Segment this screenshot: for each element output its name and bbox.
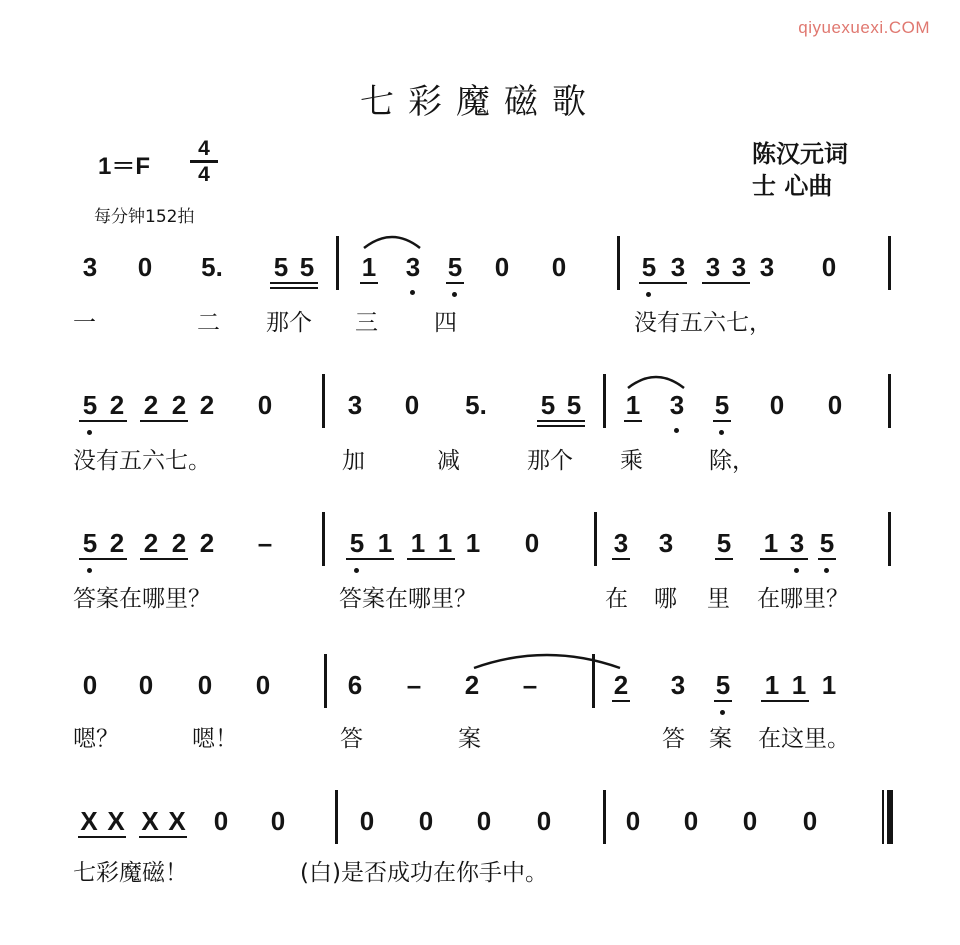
bar-line (888, 374, 891, 428)
underline (760, 558, 808, 560)
note: 5 (819, 528, 835, 558)
note: 5 (349, 528, 365, 558)
note: 2 (171, 390, 187, 420)
note: – (522, 670, 538, 700)
underline (818, 558, 836, 560)
underline (624, 420, 642, 422)
note: 5 (641, 252, 657, 282)
note: 0 (137, 252, 153, 282)
lyric: 案 (709, 726, 732, 752)
lyric: 答案在哪里？ (339, 586, 477, 612)
note: 1 (791, 670, 807, 700)
lyric: 没有五六七。 (73, 448, 211, 474)
underline (270, 287, 318, 289)
note: 5. (465, 390, 487, 420)
note: 0 (551, 252, 567, 282)
note: 0 (683, 806, 699, 836)
note: 2 (464, 670, 480, 700)
note: 0 (359, 806, 375, 836)
lyric: 里 (707, 586, 730, 612)
note: 1 (410, 528, 426, 558)
note: 2 (143, 390, 159, 420)
lyric: 没有五六七， (634, 310, 772, 336)
bar-line (592, 654, 595, 708)
note: 3 (347, 390, 363, 420)
final-bar-thick (887, 790, 893, 844)
note: 0 (197, 670, 213, 700)
note: 1 (821, 670, 837, 700)
lyric: 答 (662, 726, 685, 752)
note: 1 (764, 670, 780, 700)
lyric: 在 (605, 586, 628, 612)
note: 5 (447, 252, 463, 282)
note: 2 (109, 390, 125, 420)
note: 3 (731, 252, 747, 282)
note: X (80, 806, 98, 836)
note: 5 (273, 252, 289, 282)
note: 1 (763, 528, 779, 558)
bar-line (888, 512, 891, 566)
octave-dot (719, 430, 724, 435)
note: – (257, 528, 273, 558)
time-signature (190, 138, 218, 185)
note: 1 (625, 390, 641, 420)
note: 0 (821, 252, 837, 282)
underline (761, 700, 809, 702)
note: X (168, 806, 186, 836)
note: 2 (143, 528, 159, 558)
underline (79, 420, 127, 422)
note: 0 (138, 670, 154, 700)
note: 5 (715, 670, 731, 700)
note: 3 (705, 252, 721, 282)
lyric: 答 (340, 726, 363, 752)
song-title: 七彩魔磁歌 (360, 82, 600, 122)
note: 5. (201, 252, 223, 282)
octave-dot (720, 710, 725, 715)
octave-dot (452, 292, 457, 297)
octave-dot (354, 568, 359, 573)
note: 0 (257, 390, 273, 420)
note: 3 (669, 390, 685, 420)
underline (537, 425, 585, 427)
octave-dot (87, 430, 92, 435)
octave-dot (410, 290, 415, 295)
note: 5 (566, 390, 582, 420)
underline (78, 836, 126, 838)
bar-line (322, 374, 325, 428)
note: 5 (299, 252, 315, 282)
lyric: 除， (709, 448, 755, 474)
bar-line (888, 236, 891, 290)
underline (140, 558, 188, 560)
note: 2 (199, 390, 215, 420)
octave-dot (87, 568, 92, 573)
note: 0 (255, 670, 271, 700)
note: 1 (377, 528, 393, 558)
lyric: 七彩魔磁！ (73, 860, 188, 886)
note: 3 (82, 252, 98, 282)
note: 0 (769, 390, 785, 420)
tempo-marking: 每分钟152拍 (94, 207, 195, 227)
bar-line (603, 374, 606, 428)
note: 5 (716, 528, 732, 558)
note: 0 (536, 806, 552, 836)
note: 1 (437, 528, 453, 558)
note: 0 (418, 806, 434, 836)
octave-dot (674, 428, 679, 433)
note: 3 (670, 670, 686, 700)
note: 3 (789, 528, 805, 558)
underline (702, 282, 750, 284)
bar-line (336, 236, 339, 290)
underline (612, 558, 630, 560)
note: 3 (658, 528, 674, 558)
note: X (107, 806, 125, 836)
lyricist-credit: 陈汉元词 (752, 140, 848, 168)
bar-line (324, 654, 327, 708)
final-bar-thin (882, 790, 884, 844)
note: 0 (827, 390, 843, 420)
lyric: 哪 (654, 586, 677, 612)
note: 1 (361, 252, 377, 282)
lyric: 在哪里？ (757, 586, 849, 612)
lyric: 一 (73, 310, 96, 336)
lyric: 嗯？ (73, 726, 119, 752)
note: 0 (82, 670, 98, 700)
lyric: (白)是否成功在你手中。 (300, 860, 548, 886)
slur (362, 230, 422, 250)
composer-credit: 士 心曲 (752, 172, 833, 200)
note: 1 (465, 528, 481, 558)
lyric: 案 (458, 726, 481, 752)
note: – (406, 670, 422, 700)
tie (472, 648, 622, 670)
lyric: 在这里。 (758, 726, 850, 752)
octave-dot (824, 568, 829, 573)
underline (140, 420, 188, 422)
watermark: qiyuexuexi.COM (798, 18, 930, 37)
note: 0 (213, 806, 229, 836)
octave-dot (646, 292, 651, 297)
note: 3 (405, 252, 421, 282)
note: 3 (670, 252, 686, 282)
note: 5 (540, 390, 556, 420)
note: 5 (82, 390, 98, 420)
underline (612, 700, 630, 702)
lyric: 加 (342, 448, 365, 474)
bar-line (594, 512, 597, 566)
bar-line (603, 790, 606, 844)
lyric: 四 (434, 310, 457, 336)
underline (715, 558, 733, 560)
time-signature-bottom: 4 (198, 163, 210, 186)
bar-line (617, 236, 620, 290)
note: 0 (625, 806, 641, 836)
note: 2 (171, 528, 187, 558)
underline (360, 282, 378, 284)
note: 3 (613, 528, 629, 558)
note: 6 (347, 670, 363, 700)
note: 0 (270, 806, 286, 836)
note: 0 (802, 806, 818, 836)
note: 0 (524, 528, 540, 558)
lyric: 乘 (620, 448, 643, 474)
underline (714, 700, 732, 702)
note: 5 (82, 528, 98, 558)
note: 0 (494, 252, 510, 282)
lyric: 那个 (266, 310, 312, 336)
underline (79, 558, 127, 560)
note: X (141, 806, 159, 836)
bar-line (335, 790, 338, 844)
underline (139, 836, 187, 838)
underline (446, 282, 464, 284)
key-signature: 1＝F (98, 153, 151, 180)
lyric: 那个 (527, 448, 573, 474)
note: 0 (476, 806, 492, 836)
lyric: 二 (197, 310, 220, 336)
underline (270, 282, 318, 284)
underline (346, 558, 394, 560)
lyric: 三 (355, 310, 378, 336)
note: 3 (759, 252, 775, 282)
underline (713, 420, 731, 422)
slur (626, 370, 686, 390)
note: 5 (714, 390, 730, 420)
note: 2 (613, 670, 629, 700)
lyric: 答案在哪里？ (73, 586, 211, 612)
octave-dot (794, 568, 799, 573)
note: 0 (742, 806, 758, 836)
note: 0 (404, 390, 420, 420)
lyric: 减 (437, 448, 460, 474)
underline (537, 420, 585, 422)
note: 2 (199, 528, 215, 558)
underline (407, 558, 455, 560)
lyric: 嗯！ (192, 726, 238, 752)
underline (639, 282, 687, 284)
bar-line (322, 512, 325, 566)
note: 2 (109, 528, 125, 558)
time-signature-top: 4 (198, 137, 210, 160)
